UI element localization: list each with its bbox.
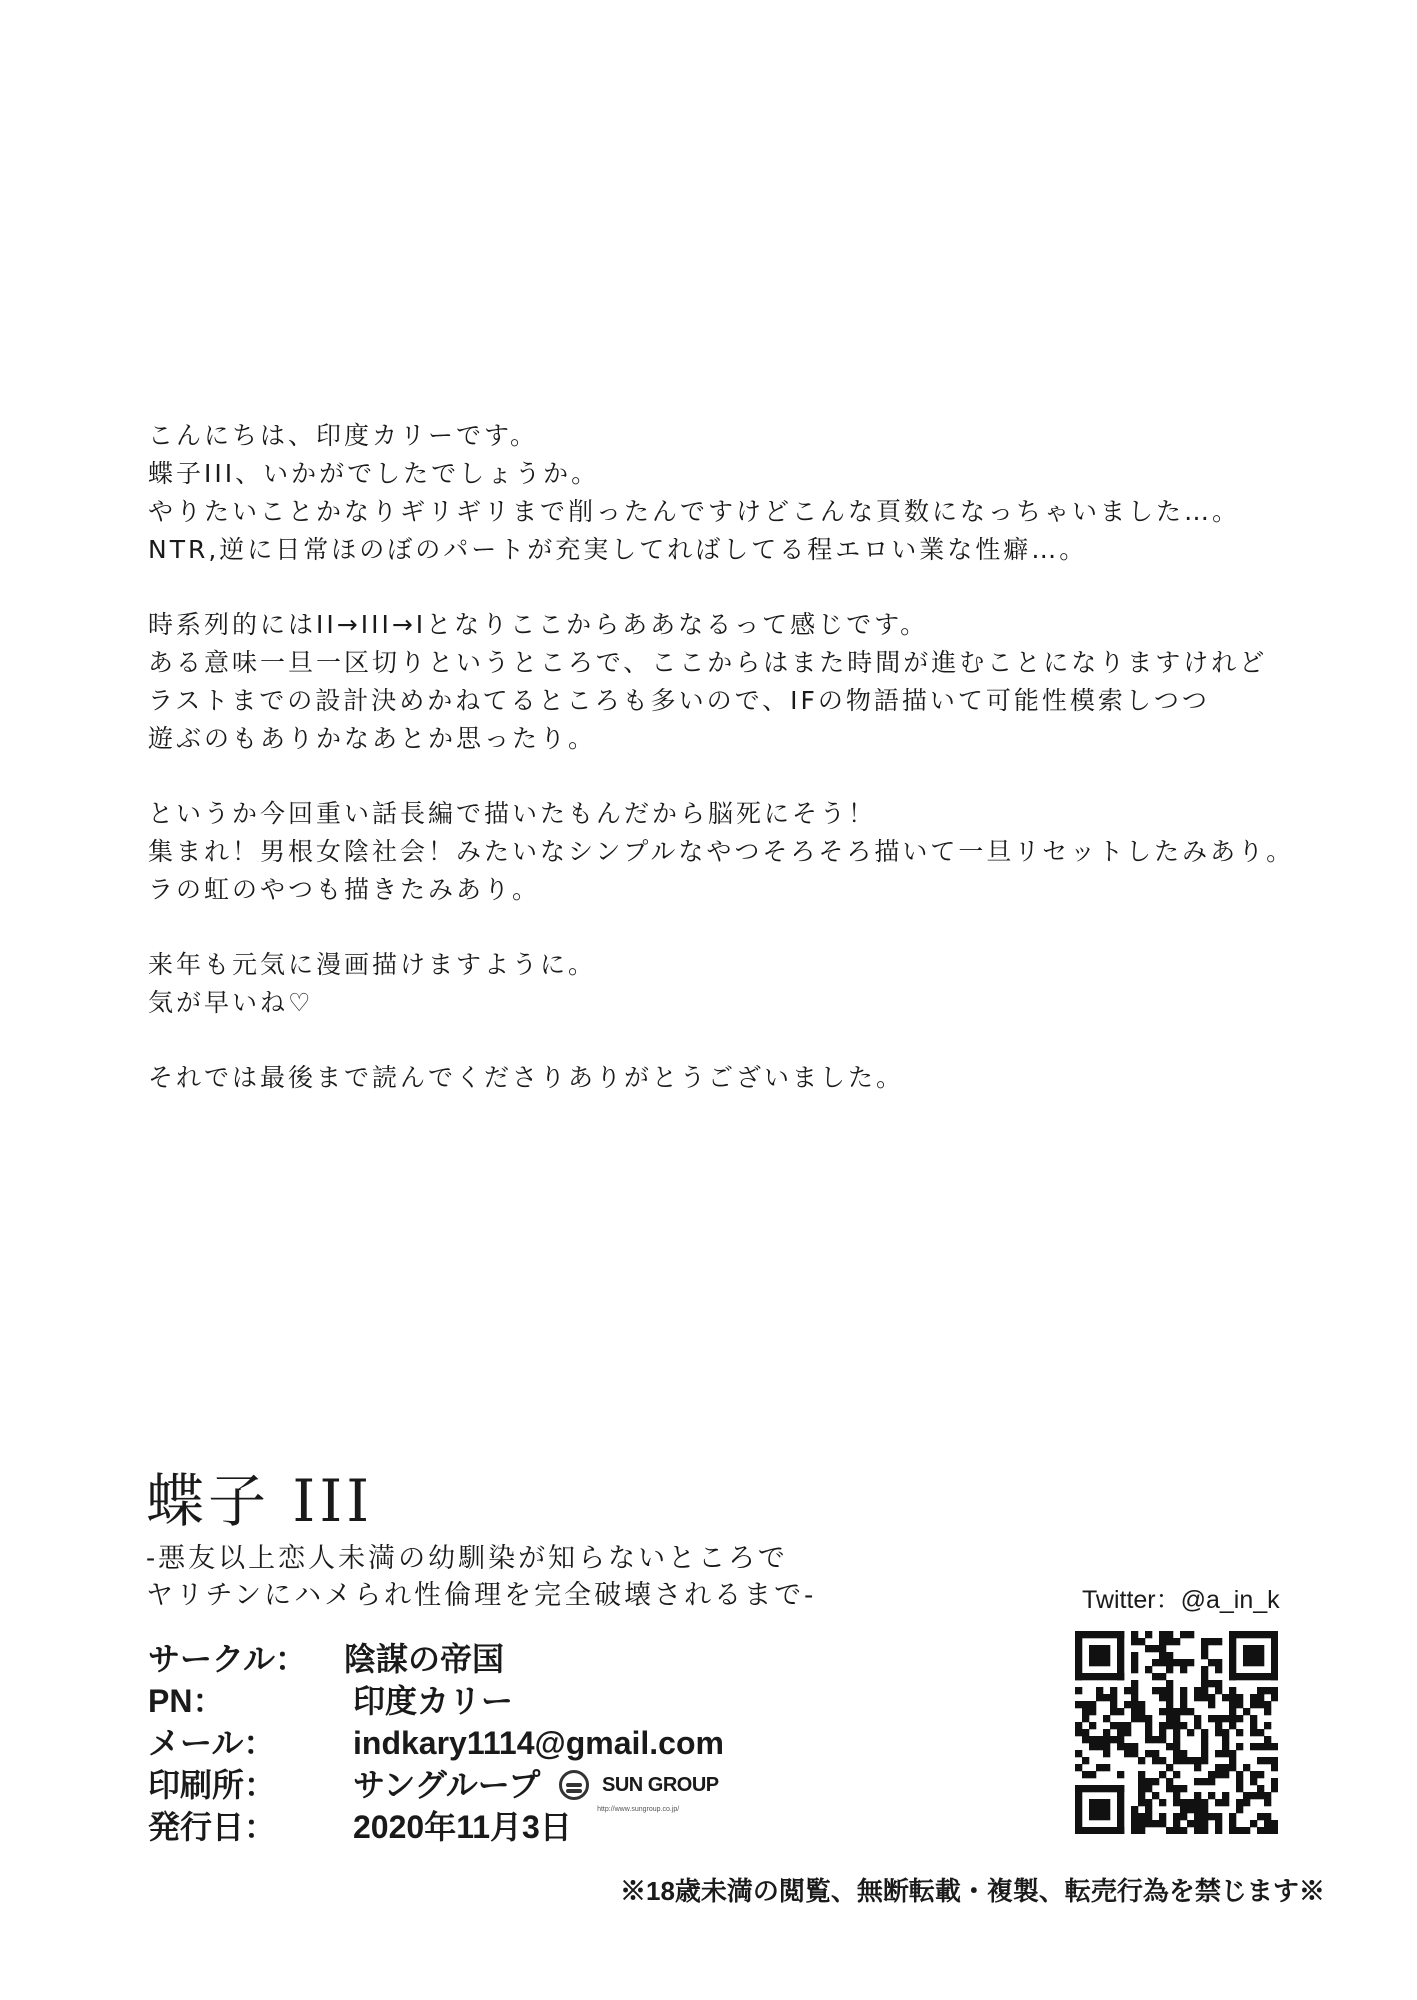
sun-group-logo-text: SUN GROUP [601, 1773, 719, 1796]
mail-label: メール： [148, 1725, 276, 1761]
afterword-paragraph-2 [148, 606, 1288, 758]
colophon-row-pn [148, 1680, 948, 1722]
afterword-line: NTR,逆に日常ほのぼのパートが充実してればしてる程エロい業な性癖…。 [148, 535, 1088, 564]
book-title: 蝶子 III [146, 1467, 374, 1535]
qr-code-icon [1075, 1631, 1278, 1834]
afterword-line: ラストまでの設計決めかねてるところも多いので、IFの物語描いて可能性模索しつつ [148, 686, 1210, 715]
afterword-paragraph-1 [148, 417, 1288, 569]
afterword-line: ラの虹のやつも描きたみあり。 [148, 875, 541, 904]
printer-value: サングループ [353, 1767, 541, 1803]
afterword-line: 蝶子III、いかがでしたでしょうか。 [148, 459, 600, 488]
twitter-handle: Twitter：@a_in_k [1082, 1586, 1280, 1614]
sun-group-logo-icon [559, 1770, 589, 1800]
printer-value-group [353, 1764, 719, 1814]
afterword-line: やりたいことかなりギリギリまで削ったんですけどこんな頁数になっちゃいました…。 [148, 497, 1241, 526]
pn-value: 印度カリー [353, 1683, 514, 1719]
colophon-row-circle [148, 1638, 948, 1680]
afterword-paragraph-4 [148, 946, 1288, 1022]
afterword-line: ある意味一旦一区切りというところで、ここからはまた時間が進むことになりますけれど [148, 648, 1268, 677]
colophon-row-mail [148, 1722, 948, 1764]
afterword-line: こんにちは、印度カリーです。 [148, 421, 539, 450]
afterword-line: 遊ぶのもありかなあとか思ったり。 [148, 724, 597, 753]
sun-group-logo-url: http://www.sungroup.co.jp/ [597, 1806, 680, 1814]
afterword-paragraph-3 [148, 795, 1295, 909]
afterword-line: 集まれ！男根女陰社会！みたいなシンプルなやつそろそろ描いて一旦リセットしたみあり。 [148, 837, 1295, 866]
date-label: 発行日： [148, 1809, 277, 1845]
afterword-line: 来年も元気に漫画描けますように。 [148, 950, 597, 979]
afterword [148, 417, 1295, 1134]
subtitle-line: -悪友以上恋人未満の幼馴染が知らないところで [146, 1543, 788, 1574]
afterword-line: というか今回重い話長編で描いたもんだから脳死にそう！ [148, 799, 877, 828]
circle-value: 陰謀の帝国 [344, 1641, 505, 1677]
afterword-line: 時系列的にはII→III→Iとなりここからああなるって感じです。 [148, 610, 929, 639]
mail-value: indkary1114@gmail.com [353, 1725, 724, 1761]
book-subtitle [146, 1540, 926, 1614]
printer-label: 印刷所： [148, 1767, 277, 1803]
colophon [148, 1638, 948, 1848]
colophon-row-printer [148, 1764, 948, 1814]
afterword-line: 気が早いね♡ [148, 988, 314, 1017]
date-value: 2020年11月3日 [353, 1809, 572, 1845]
legal-notice: ※18歳未満の閲覧、無断転載・複製、転売行為を禁じます※ [620, 1876, 1325, 1906]
sun-group-logo [559, 1761, 719, 1814]
afterword-line: それでは最後まで読んでくださりありがとうございました。 [148, 1063, 905, 1092]
subtitle-line: ヤリチンにハメられ性倫理を完全破壊されるまで- [146, 1580, 817, 1611]
colophon-row-date [148, 1806, 948, 1848]
circle-label: サークル： [148, 1641, 308, 1677]
afterword-paragraph-5 [148, 1059, 1288, 1097]
pn-label: PN： [148, 1683, 225, 1719]
